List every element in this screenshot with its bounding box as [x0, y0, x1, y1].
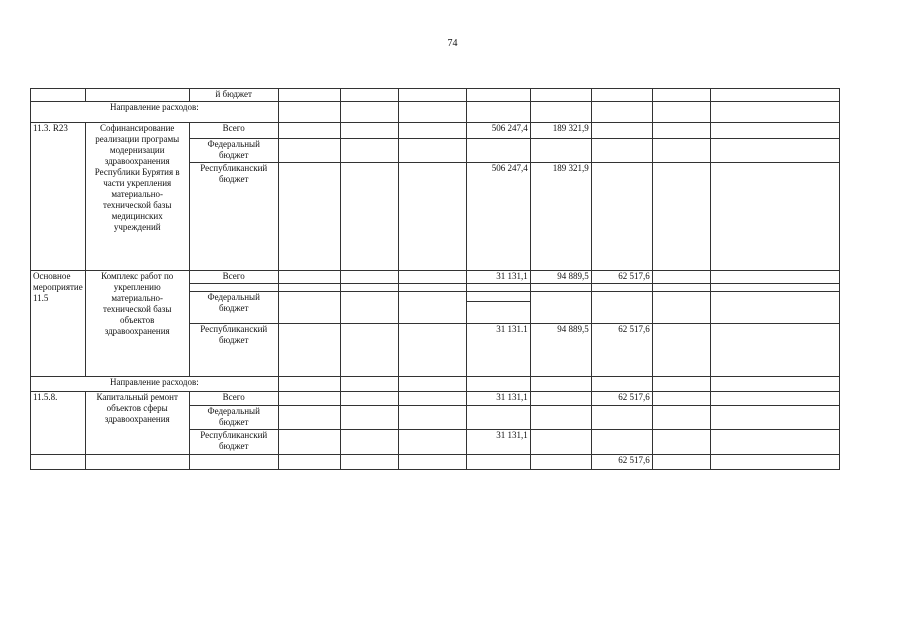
- value-cell: 62 517,6: [591, 455, 652, 470]
- source-cell: Всего: [189, 271, 278, 284]
- direction-row: [31, 377, 840, 392]
- source-cell: Республиканский бюджет: [189, 163, 278, 271]
- table-row: [31, 89, 840, 102]
- value-cell: [466, 139, 530, 163]
- source-cell: Всего: [189, 123, 278, 139]
- value-cell: [591, 123, 652, 139]
- value-cell: [530, 292, 591, 324]
- direction-label: Направление расходов:: [109, 377, 199, 387]
- direction-label: Направление расходов:: [109, 102, 199, 112]
- section-name: Софинансирование реализации програмы модернизации здравоохранения Республики Бурятия в части укрепления материально-технической базы медицинских учреждений: [85, 123, 189, 271]
- source-cell: Республиканский бюджет: [189, 324, 278, 377]
- source-cell: Федеральный бюджет: [189, 139, 278, 163]
- value-cell: [591, 292, 652, 324]
- value-cell: [466, 406, 530, 430]
- value-cell: 189 321,9: [530, 163, 591, 271]
- section-code: Основное мероприятие 11.5: [31, 271, 86, 377]
- source-cell: й бюджет: [189, 89, 278, 102]
- value-cell: [591, 430, 652, 455]
- value-cell: [530, 406, 591, 430]
- value-cell: 62 517,6: [591, 324, 652, 377]
- section-code: 11.5.8.: [31, 392, 86, 455]
- value-cell: [530, 430, 591, 455]
- budget-table: [30, 88, 840, 470]
- value-cell: 31 131,1: [466, 392, 530, 406]
- value-cell: 62 517,6: [591, 392, 652, 406]
- value-cell: 31 131,1: [466, 271, 530, 284]
- value-cell: 94 889,5: [530, 324, 591, 377]
- section-code: 11.3. R23: [31, 123, 86, 271]
- table-row: [31, 123, 840, 139]
- source-cell: Федеральный бюджет: [189, 406, 278, 430]
- table-row: [31, 271, 840, 284]
- value-cell: 31 131,1: [466, 430, 530, 455]
- value-cell: 62 517,6: [591, 271, 652, 284]
- value-cell: [530, 139, 591, 163]
- page-number: 74: [447, 38, 458, 49]
- value-cell: 506 247,4: [466, 163, 530, 271]
- value-cell: 31 131.1: [466, 324, 530, 377]
- direction-row: [31, 102, 840, 123]
- value-cell: [591, 163, 652, 271]
- source-cell: Республиканский бюджет: [189, 430, 278, 455]
- source-cell: Всего: [189, 392, 278, 406]
- value-cell: [530, 392, 591, 406]
- value-cell: [591, 139, 652, 163]
- section-name: Капитальный ремонт объектов сферы здравоохранения: [85, 392, 189, 455]
- value-cell: [466, 302, 530, 324]
- table-row: [31, 392, 840, 406]
- table-row: [31, 455, 840, 470]
- value-cell: 94 889,5: [530, 271, 591, 284]
- value-cell: 506 247,4: [466, 123, 530, 139]
- source-cell: Федеральный бюджет: [189, 292, 278, 324]
- value-cell: 189 321,9: [530, 123, 591, 139]
- value-cell: [591, 406, 652, 430]
- section-name: Комплекс работ по укреплению материально-технической базы объектов здравоохранения: [85, 271, 189, 377]
